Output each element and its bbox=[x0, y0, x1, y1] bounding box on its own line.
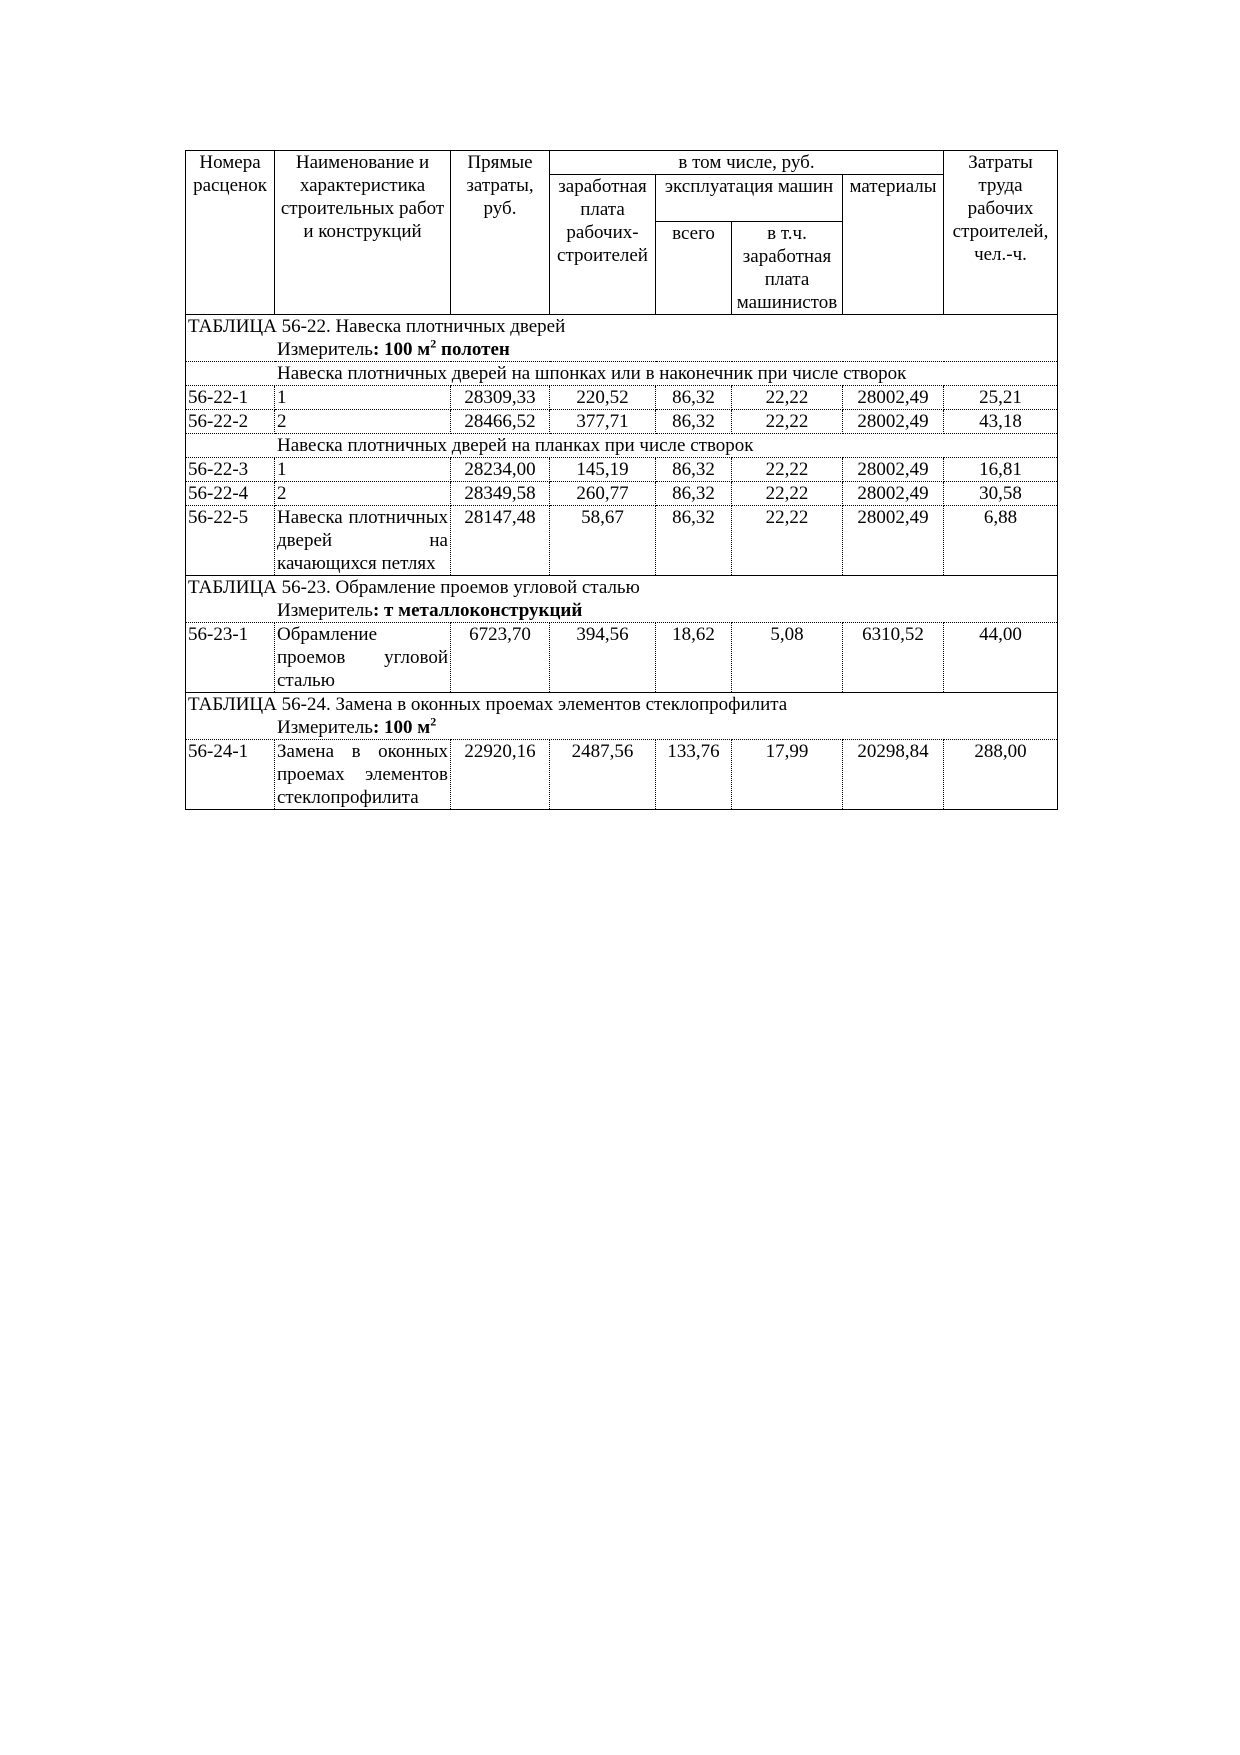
section-measure bbox=[186, 599, 1058, 623]
materials-cost-cell: 28002,49 bbox=[843, 482, 944, 506]
section-measure bbox=[186, 338, 1058, 362]
measure-label: Измеритель bbox=[277, 339, 373, 360]
workers-wages-cell: 220,52 bbox=[550, 386, 656, 410]
group-subtitle: Навеска плотничных дверей на шпонках или в наконечник при числе створок bbox=[277, 363, 907, 384]
labor-costs-cell: 25,21 bbox=[944, 386, 1058, 410]
header-materials: материалы bbox=[843, 175, 944, 315]
labor-costs-cell: 6,88 bbox=[944, 506, 1058, 576]
section-title: ТАБЛИЦА 56-23. Обрамление проемов угловой сталью bbox=[186, 576, 1058, 600]
section-measure bbox=[186, 716, 1058, 740]
machines-total-cell: 86,32 bbox=[656, 506, 732, 576]
section-title: ТАБЛИЦА 56-24. Замена в оконных проемах элементов стеклопрофилита bbox=[186, 693, 1058, 717]
direct-costs-cell: 6723,70 bbox=[451, 623, 550, 693]
measure-label: Измеритель bbox=[277, 717, 373, 738]
measure-value: : 100 м bbox=[372, 717, 431, 738]
machines-wages-cell: 22,22 bbox=[732, 506, 843, 576]
workers-wages-cell: 2487,56 bbox=[550, 740, 656, 810]
direct-costs-cell: 28147,48 bbox=[451, 506, 550, 576]
group-subtitle-row bbox=[186, 434, 1058, 458]
table-row bbox=[186, 410, 1058, 434]
measure-value: : 100 м bbox=[372, 339, 431, 360]
machines-wages-cell: 17,99 bbox=[732, 740, 843, 810]
direct-costs-cell: 28349,58 bbox=[451, 482, 550, 506]
machines-total-cell: 133,76 bbox=[656, 740, 732, 810]
table-row bbox=[186, 458, 1058, 482]
work-name-cell: Навеска плотничных дверей на качающихся петлях bbox=[275, 506, 451, 576]
labor-costs-cell: 44,00 bbox=[944, 623, 1058, 693]
section-title: ТАБЛИЦА 56-22. Навеска плотничных дверей bbox=[186, 315, 1058, 339]
section-measure-row bbox=[186, 338, 1058, 362]
materials-cost-cell: 20298,84 bbox=[843, 740, 944, 810]
direct-costs-cell: 28466,52 bbox=[451, 410, 550, 434]
header-labor: Затраты труда рабочих строителей, чел.-ч. bbox=[944, 151, 1058, 315]
measure-unit-tail: полотен bbox=[436, 339, 510, 360]
table-row bbox=[186, 623, 1058, 693]
work-name-cell: 2 bbox=[275, 482, 451, 506]
header-name: Наименование и характеристика строительных работ и конструкций bbox=[275, 151, 451, 315]
materials-cost-cell: 6310,52 bbox=[843, 623, 944, 693]
materials-cost-cell: 28002,49 bbox=[843, 410, 944, 434]
rate-code-cell: 56-22-2 bbox=[186, 410, 275, 434]
workers-wages-cell: 58,67 bbox=[550, 506, 656, 576]
materials-cost-cell: 28002,49 bbox=[843, 458, 944, 482]
section-measure-row bbox=[186, 599, 1058, 623]
table-row bbox=[186, 482, 1058, 506]
header-machines-total: всего bbox=[656, 222, 732, 315]
work-name-cell: Замена в оконных проемах элементов стеклопрофилита bbox=[275, 740, 451, 810]
header-including: в том числе, руб. bbox=[550, 151, 944, 175]
measure-label: Измеритель bbox=[277, 600, 373, 621]
materials-cost-cell: 28002,49 bbox=[843, 506, 944, 576]
price-rates-table bbox=[185, 150, 1058, 810]
table-row bbox=[186, 506, 1058, 576]
machines-wages-cell: 22,22 bbox=[732, 458, 843, 482]
machines-total-cell: 86,32 bbox=[656, 458, 732, 482]
section-title-row bbox=[186, 693, 1058, 717]
header-wages: заработная плата рабочих-строителей bbox=[550, 175, 656, 315]
workers-wages-cell: 145,19 bbox=[550, 458, 656, 482]
rate-code-cell: 56-22-4 bbox=[186, 482, 275, 506]
labor-costs-cell: 43,18 bbox=[944, 410, 1058, 434]
measure-value: : т металлоконструкций bbox=[372, 600, 583, 621]
rate-code-cell: 56-22-1 bbox=[186, 386, 275, 410]
header-direct-costs: Прямые затраты, руб. bbox=[451, 151, 550, 315]
labor-costs-cell: 16,81 bbox=[944, 458, 1058, 482]
section-measure-row bbox=[186, 716, 1058, 740]
direct-costs-cell: 28309,33 bbox=[451, 386, 550, 410]
direct-costs-cell: 22920,16 bbox=[451, 740, 550, 810]
machines-total-cell: 86,32 bbox=[656, 410, 732, 434]
header-machines: эксплуатация машин bbox=[656, 175, 843, 222]
measure-superscript: 2 bbox=[430, 716, 437, 729]
work-name-cell: 2 bbox=[275, 410, 451, 434]
machines-wages-cell: 22,22 bbox=[732, 386, 843, 410]
workers-wages-cell: 394,56 bbox=[550, 623, 656, 693]
header-machines-wages: в т.ч. заработная плата машинистов bbox=[732, 222, 843, 315]
machines-wages-cell: 22,22 bbox=[732, 482, 843, 506]
group-subtitle: Навеска плотничных дверей на планках при числе створок bbox=[277, 435, 754, 456]
machines-wages-cell: 5,08 bbox=[732, 623, 843, 693]
measure-superscript: 2 bbox=[430, 338, 437, 351]
materials-cost-cell: 28002,49 bbox=[843, 386, 944, 410]
rate-code-cell: 56-24-1 bbox=[186, 740, 275, 810]
table-row bbox=[186, 740, 1058, 810]
header-code: Номера расценок bbox=[186, 151, 275, 315]
section-title-row bbox=[186, 576, 1058, 600]
workers-wages-cell: 260,77 bbox=[550, 482, 656, 506]
section-title-row bbox=[186, 315, 1058, 339]
machines-total-cell: 18,62 bbox=[656, 623, 732, 693]
work-name-cell: 1 bbox=[275, 386, 451, 410]
workers-wages-cell: 377,71 bbox=[550, 410, 656, 434]
work-name-cell: 1 bbox=[275, 458, 451, 482]
labor-costs-cell: 30,58 bbox=[944, 482, 1058, 506]
machines-total-cell: 86,32 bbox=[656, 386, 732, 410]
machines-wages-cell: 22,22 bbox=[732, 410, 843, 434]
rate-code-cell: 56-22-5 bbox=[186, 506, 275, 576]
group-subtitle-row bbox=[186, 362, 1058, 386]
rate-code-cell: 56-22-3 bbox=[186, 458, 275, 482]
table-row bbox=[186, 386, 1058, 410]
work-name-cell: Обрамление проемов угловой сталью bbox=[275, 623, 451, 693]
labor-costs-cell: 288,00 bbox=[944, 740, 1058, 810]
rate-code-cell: 56-23-1 bbox=[186, 623, 275, 693]
machines-total-cell: 86,32 bbox=[656, 482, 732, 506]
direct-costs-cell: 28234,00 bbox=[451, 458, 550, 482]
